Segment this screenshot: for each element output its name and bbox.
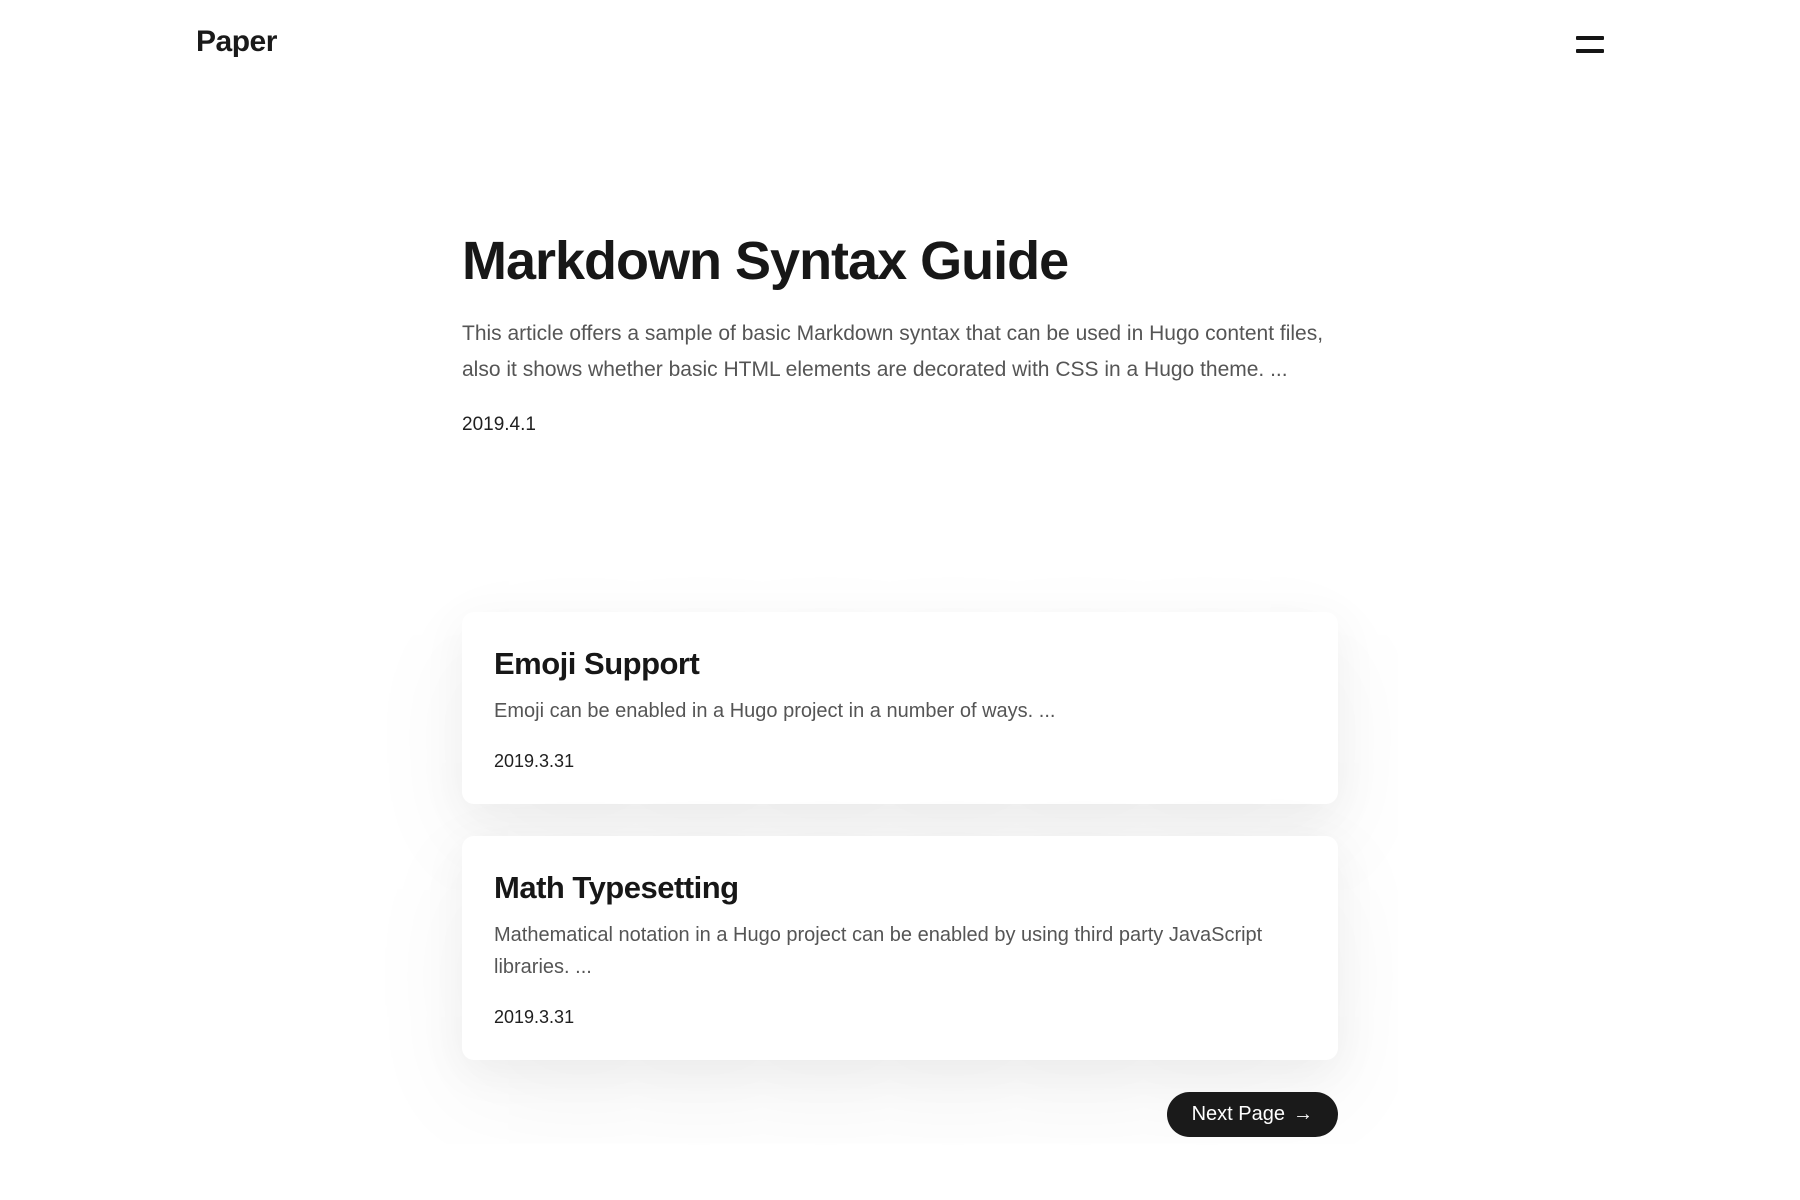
site-logo[interactable]: Paper (196, 25, 277, 58)
hamburger-icon (1576, 49, 1604, 53)
post-card (462, 836, 1338, 1060)
featured-post-summary: This article offers a sample of basic Markdown syntax that can be used in Hugo content files, also it shows whether basic HTML elements are decorated with CSS in a Hugo theme. ... (462, 321, 1324, 381)
featured-post-title[interactable]: Markdown Syntax Guide (462, 231, 1069, 291)
featured-post (462, 90, 1338, 436)
post-list (462, 90, 1338, 1137)
post-cards (462, 612, 1338, 1060)
arrow-right-icon: → (1293, 1102, 1313, 1125)
next-page-label: Next Page (1191, 1102, 1285, 1125)
post-card-summary: Mathematical notation in a Hugo project can be enabled by using third party JavaScript libraries. ... (494, 923, 1263, 978)
featured-post-date: 2019.4.1 (462, 413, 536, 435)
hamburger-icon (1576, 36, 1604, 40)
post-card-title[interactable]: Math Typesetting (494, 869, 739, 905)
post-card-date: 2019.3.31 (494, 750, 575, 771)
pagination (462, 1092, 1338, 1137)
site-header (0, 0, 1800, 90)
post-card (462, 612, 1338, 804)
next-page-button[interactable] (1167, 1092, 1338, 1137)
post-card-date: 2019.3.31 (494, 1006, 575, 1027)
menu-button[interactable] (1576, 30, 1604, 59)
post-card-title[interactable]: Emoji Support (494, 645, 700, 681)
post-card-summary: Emoji can be enabled in a Hugo project in a number of ways. ... (494, 699, 1056, 722)
